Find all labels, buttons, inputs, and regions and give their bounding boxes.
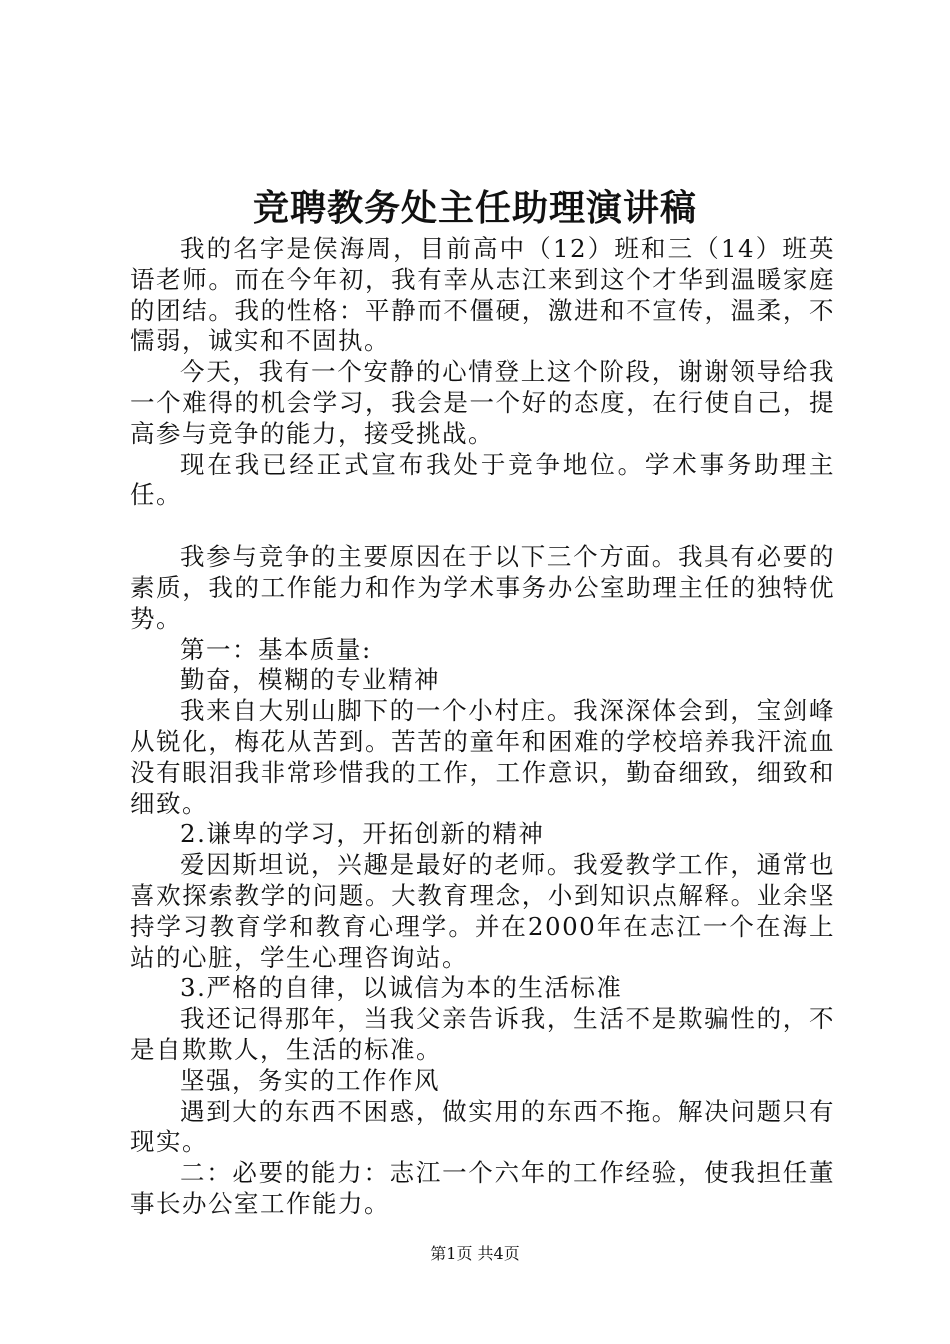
subheading-diligence: 勤奋，模糊的专业精神 <box>180 665 440 695</box>
page-number-footer: 第1页 共4页 <box>430 1244 520 1263</box>
subheading-work-style: 坚强，务实的工作作风 <box>180 1065 440 1095</box>
section-heading-basic-quality: 第一：基本质量: <box>180 634 372 664</box>
paragraph-einstein: 爱因斯坦说，兴趣是最好的老师。我爱教学工作，通常也喜欢探索教学的问题。大教育理念，小到知识点解释。业余坚持学习教育学和教育心理学。并在2000年在志江一个在海上站的心脏，学生心理咨询站。 <box>130 850 835 972</box>
subheading-humble-learning: 2.谦卑的学习，开拓创新的精神 <box>180 819 545 849</box>
paragraph-announcement: 现在我已经正式宣布我处于竞争地位。学术事务助理主任。 <box>130 449 835 510</box>
document-title: 竞聘教务处主任助理演讲稿 <box>252 187 697 229</box>
paragraph-today: 今天，我有一个安静的心情登上这个阶段，谢谢领导给我一个难得的机会学习，我会是一个好的态度，在行使自己，提高参与竞争的能力，接受挑战。 <box>130 357 835 448</box>
paragraph-reasons: 我参与竞争的主要原因在于以下三个方面。我具有必要的素质，我的工作能力和作为学术事务办公室助理主任的独特优势。 <box>130 542 835 633</box>
paragraph-father: 我还记得那年，当我父亲告诉我，生活不是欺骗性的，不是自欺欺人，生活的标准。 <box>130 1004 835 1064</box>
paragraph-village: 我来自大别山脚下的一个小村庄。我深深体会到，宝剑峰从锐化，梅花从苦到。苦苦的童年和困难的学校培养我汗流血没有眼泪我非常珍惜我的工作，工作意识，勤奋细致，细致和细致。 <box>130 696 835 818</box>
paragraph-practical: 遇到大的东西不困惑，做实用的东西不拖。解决问题只有现实。 <box>130 1096 835 1157</box>
paragraph-intro: 我的名字是侯海周，目前高中（12）班和三（14）班英语老师。而在今年初，我有幸从志江来到这个才华到温暖家庭的团结。我的性格：平静而不僵硬，激进和不宣传，温柔，不懦弱，诚实和不固执。 <box>130 234 835 356</box>
document-body <box>130 234 835 1220</box>
subheading-self-discipline: 3.严格的自律，以诚信为本的生活标准 <box>180 973 623 1003</box>
section-heading-necessary-ability: 二：必要的能力：志江一个六年的工作经验，使我担任董事长办公室工作能力。 <box>130 1158 835 1218</box>
